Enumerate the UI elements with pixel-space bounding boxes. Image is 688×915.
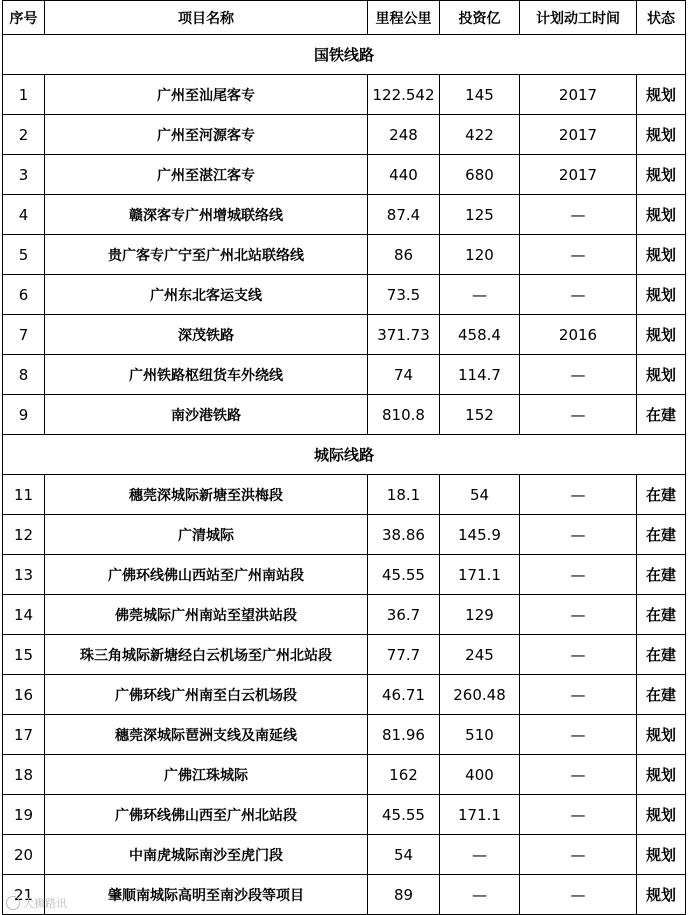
cell-length: 54 [368,835,440,875]
cell-length: 36.7 [368,595,440,635]
cell-status: 规划 [637,155,686,195]
section-title: 城际线路 [3,435,686,475]
cell-investment: 125 [440,195,520,235]
cell-no: 17 [3,715,45,755]
cell-investment: — [440,275,520,315]
cell-investment: 145.9 [440,515,520,555]
cell-no: 9 [3,395,45,435]
cell-status: 在建 [637,395,686,435]
cell-status: 规划 [637,355,686,395]
cell-name: 中南虎城际南沙至虎门段 [45,835,368,875]
table-row [3,475,686,515]
cell-start: 2017 [520,115,637,155]
table-row [3,755,686,795]
cell-name: 广清城际 [45,515,368,555]
cell-length: 87.4 [368,195,440,235]
table-row [3,115,686,155]
cell-no: 16 [3,675,45,715]
cell-name: 广州至湛江客专 [45,155,368,195]
table-row [3,715,686,755]
cell-length: 122.542 [368,75,440,115]
cell-no: 15 [3,635,45,675]
table-row [3,835,686,875]
cell-name: 穗莞深城际新塘至洪梅段 [45,475,368,515]
cell-investment: — [440,835,520,875]
cell-investment: 260.48 [440,675,520,715]
cell-no: 5 [3,235,45,275]
cell-start: — [520,595,637,635]
cell-status: 在建 [637,675,686,715]
cell-status: 在建 [637,555,686,595]
cell-length: 162 [368,755,440,795]
cell-length: 18.1 [368,475,440,515]
cell-length: 77.7 [368,635,440,675]
header-length: 里程公里 [368,1,440,35]
table-row [3,195,686,235]
cell-no: 2 [3,115,45,155]
cell-status: 规划 [637,195,686,235]
cell-status: 规划 [637,755,686,795]
cell-no: 14 [3,595,45,635]
cell-no: 11 [3,475,45,515]
cell-investment: 114.7 [440,355,520,395]
cell-status: 在建 [637,515,686,555]
section-row [3,35,686,75]
cell-name: 广佛环线佛山西至广州北站段 [45,795,368,835]
cell-no: 8 [3,355,45,395]
cell-no: 12 [3,515,45,555]
cell-start: — [520,475,637,515]
cell-status: 规划 [637,235,686,275]
cell-length: 89 [368,875,440,915]
cell-length: 38.86 [368,515,440,555]
cell-length: 46.71 [368,675,440,715]
cell-status: 规划 [637,275,686,315]
cell-no: 21 [3,875,45,915]
cell-no: 18 [3,755,45,795]
table-row [3,595,686,635]
cell-investment: 152 [440,395,520,435]
watermark-icon [6,896,20,910]
cell-name: 赣深客专广州增城联络线 [45,195,368,235]
table-row [3,235,686,275]
table-row [3,515,686,555]
cell-name: 广州东北客运支线 [45,275,368,315]
cell-length: 810.8 [368,395,440,435]
table-row [3,315,686,355]
table-row [3,795,686,835]
cell-investment: — [440,875,520,915]
header-status: 状态 [637,1,686,35]
cell-name: 珠三角城际新塘经白云机场至广州北站段 [45,635,368,675]
cell-investment: 510 [440,715,520,755]
cell-status: 规划 [637,795,686,835]
cell-start: — [520,875,637,915]
cell-investment: 171.1 [440,555,520,595]
cell-name: 深茂铁路 [45,315,368,355]
cell-investment: 120 [440,235,520,275]
cell-investment: 680 [440,155,520,195]
cell-start: 2017 [520,75,637,115]
header-start: 计划动工时间 [520,1,637,35]
cell-name: 肇顺南城际高明至南沙段等项目 [45,875,368,915]
cell-start: — [520,195,637,235]
header-row [3,1,686,35]
table-body [3,35,686,915]
cell-investment: 54 [440,475,520,515]
cell-name: 南沙港铁路 [45,395,368,435]
cell-investment: 422 [440,115,520,155]
cell-start: — [520,715,637,755]
cell-length: 74 [368,355,440,395]
table-row [3,675,686,715]
cell-investment: 171.1 [440,795,520,835]
cell-status: 在建 [637,475,686,515]
cell-no: 19 [3,795,45,835]
header-no: 序号 [3,1,45,35]
cell-name: 广州铁路枢纽货车外绕线 [45,355,368,395]
cell-name: 广佛环线佛山西站至广州南站段 [45,555,368,595]
cell-length: 45.55 [368,555,440,595]
cell-length: 45.55 [368,795,440,835]
watermark-text: 大狮路讯 [23,897,67,910]
table-row [3,395,686,435]
cell-status: 规划 [637,315,686,355]
cell-no: 1 [3,75,45,115]
section-title: 国铁线路 [3,35,686,75]
cell-status: 在建 [637,595,686,635]
cell-start: — [520,795,637,835]
cell-no: 20 [3,835,45,875]
cell-no: 3 [3,155,45,195]
cell-start: — [520,835,637,875]
cell-start: — [520,755,637,795]
cell-name: 佛莞城际广州南站至望洪站段 [45,595,368,635]
cell-no: 4 [3,195,45,235]
cell-investment: 400 [440,755,520,795]
watermark [6,895,67,911]
table-row [3,875,686,915]
cell-length: 73.5 [368,275,440,315]
cell-name: 广佛环线广州南至白云机场段 [45,675,368,715]
cell-name: 穗莞深城际琶洲支线及南延线 [45,715,368,755]
table-row [3,635,686,675]
cell-name: 广州至河源客专 [45,115,368,155]
project-table [2,0,686,915]
cell-start: — [520,675,637,715]
cell-status: 规划 [637,115,686,155]
cell-length: 371.73 [368,315,440,355]
cell-start: — [520,275,637,315]
cell-length: 248 [368,115,440,155]
cell-length: 81.96 [368,715,440,755]
cell-start: — [520,515,637,555]
cell-no: 7 [3,315,45,355]
cell-status: 规划 [637,715,686,755]
cell-investment: 245 [440,635,520,675]
cell-investment: 458.4 [440,315,520,355]
cell-name: 广州至汕尾客专 [45,75,368,115]
table-row [3,355,686,395]
cell-investment: 129 [440,595,520,635]
cell-length: 86 [368,235,440,275]
table-row [3,75,686,115]
cell-start: 2017 [520,155,637,195]
table-row [3,155,686,195]
cell-name: 广佛江珠城际 [45,755,368,795]
header-investment: 投资亿 [440,1,520,35]
cell-name: 贵广客专广宁至广州北站联络线 [45,235,368,275]
cell-status: 规划 [637,835,686,875]
cell-start: — [520,395,637,435]
cell-status: 规划 [637,875,686,915]
cell-status: 规划 [637,75,686,115]
cell-start: — [520,635,637,675]
cell-no: 6 [3,275,45,315]
cell-start: — [520,235,637,275]
cell-investment: 145 [440,75,520,115]
section-row [3,435,686,475]
header-name: 项目名称 [45,1,368,35]
table-row [3,555,686,595]
cell-length: 440 [368,155,440,195]
cell-start: — [520,355,637,395]
cell-start: 2016 [520,315,637,355]
cell-status: 在建 [637,635,686,675]
cell-start: — [520,555,637,595]
cell-no: 13 [3,555,45,595]
table-row [3,275,686,315]
